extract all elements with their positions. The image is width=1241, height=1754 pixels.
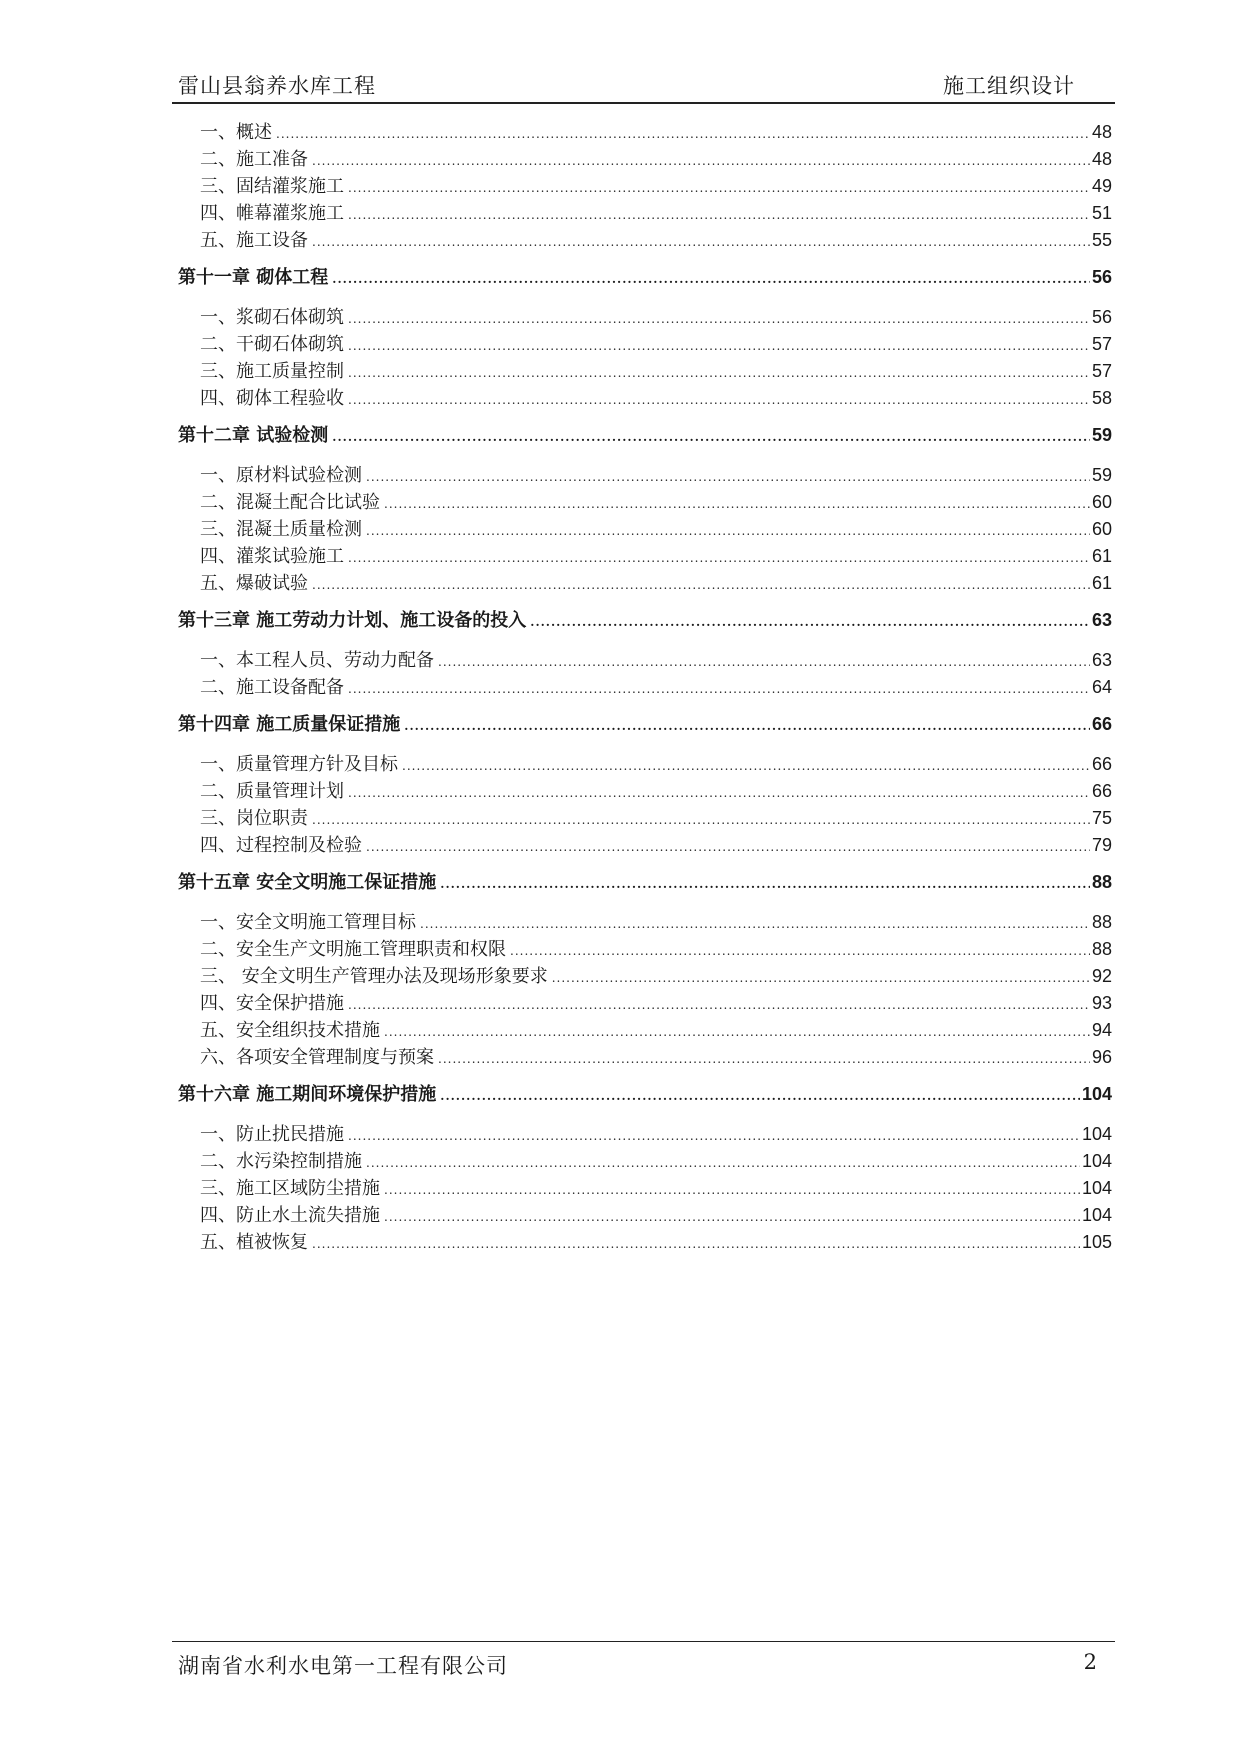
toc-leader-dots	[440, 1089, 1080, 1103]
toc-entry-page-number: 104	[1081, 1151, 1112, 1171]
toc-chapter-entry[interactable]	[178, 710, 1112, 736]
toc-entry-label: 一、本工程人员、劳动力配备	[200, 650, 434, 671]
toc-section-entry[interactable]	[178, 804, 1112, 831]
toc-leader-dots	[312, 813, 1090, 827]
toc-section-entry[interactable]	[178, 1147, 1112, 1174]
toc-entry-label: 五、施工设备	[200, 230, 308, 251]
toc-entry-label: 三、施工区域防尘措施	[200, 1178, 380, 1199]
toc-entry-page-number: 105	[1081, 1232, 1112, 1252]
toc-entry-label: 一、质量管理方针及目标	[200, 754, 398, 775]
toc-section-entry[interactable]	[178, 1201, 1112, 1228]
toc-entry-page-number: 104	[1081, 1178, 1112, 1198]
toc-leader-dots	[348, 339, 1090, 353]
toc-entry-page-number: 66	[1091, 781, 1112, 801]
toc-entry-label: 一、原材料试验检测	[200, 465, 362, 486]
toc-section-entry[interactable]	[178, 646, 1112, 673]
toc-section-entry[interactable]	[178, 384, 1112, 411]
toc-entry-page-number: 56	[1091, 267, 1112, 287]
toc-leader-dots	[348, 312, 1090, 326]
toc-entry-label: 一、防止扰民措施	[200, 1124, 344, 1145]
toc-section-entry[interactable]	[178, 118, 1112, 145]
toc-leader-dots	[348, 551, 1090, 565]
toc-leader-dots	[440, 877, 1090, 891]
toc-entry-page-number: 63	[1091, 650, 1112, 670]
toc-entry-page-number: 57	[1091, 361, 1112, 381]
toc-entry-page-number: 66	[1091, 714, 1112, 734]
toc-leader-dots	[366, 524, 1090, 538]
toc-leader-dots	[420, 917, 1090, 931]
toc-entry-label: 五、安全组织技术措施	[200, 1020, 380, 1041]
toc-entry-label: 四、帷幕灌浆施工	[200, 203, 344, 224]
toc-leader-dots	[348, 181, 1090, 195]
toc-leader-dots	[366, 1156, 1080, 1170]
toc-leader-dots	[384, 1183, 1080, 1197]
toc-entry-page-number: 58	[1091, 388, 1112, 408]
toc-entry-page-number: 49	[1091, 176, 1112, 196]
toc-leader-dots	[402, 759, 1090, 773]
header-project-name: 雷山县翁养水库工程	[178, 74, 376, 98]
toc-entry-page-number: 66	[1091, 754, 1112, 774]
toc-leader-dots	[530, 615, 1090, 629]
toc-entry-label: 四、安全保护措施	[200, 993, 344, 1014]
toc-section-entry[interactable]	[178, 1120, 1112, 1147]
toc-section-entry[interactable]	[178, 989, 1112, 1016]
toc-section-entry[interactable]	[178, 777, 1112, 804]
toc-entry-label: 一、概述	[200, 122, 272, 143]
toc-entry-label: 三、 安全文明生产管理办法及现场形象要求	[200, 966, 548, 987]
toc-leader-dots	[332, 272, 1090, 286]
toc-leader-dots	[332, 430, 1090, 444]
toc-leader-dots	[404, 719, 1090, 733]
toc-entry-page-number: 48	[1091, 149, 1112, 169]
toc-entry-page-number: 79	[1091, 835, 1112, 855]
toc-section-entry[interactable]	[178, 569, 1112, 596]
toc-entry-page-number: 51	[1091, 203, 1112, 223]
toc-leader-dots	[348, 682, 1090, 696]
toc-entry-label: 三、混凝土质量检测	[200, 519, 362, 540]
toc-section-entry[interactable]	[178, 1043, 1112, 1070]
toc-chapter-entry[interactable]	[178, 868, 1112, 894]
toc-entry-label: 第十三章 施工劳动力计划、施工设备的投入	[178, 610, 527, 631]
toc-entry-label: 第十六章 施工期间环境保护措施	[178, 1084, 437, 1105]
toc-leader-dots	[312, 578, 1090, 592]
page-footer	[172, 1641, 1115, 1678]
header-document-title: 施工组织设计	[943, 74, 1075, 98]
toc-entry-label: 一、安全文明施工管理目标	[200, 912, 416, 933]
toc-leader-dots	[276, 127, 1090, 141]
toc-entry-page-number: 61	[1091, 573, 1112, 593]
toc-entry-label: 二、干砌石体砌筑	[200, 334, 344, 355]
toc-section-entry[interactable]	[178, 1228, 1112, 1255]
toc-entry-label: 四、防止水土流失措施	[200, 1205, 380, 1226]
toc-section-entry[interactable]	[178, 199, 1112, 226]
toc-leader-dots	[510, 944, 1090, 958]
toc-leader-dots	[348, 998, 1090, 1012]
toc-leader-dots	[348, 393, 1090, 407]
toc-section-entry[interactable]	[178, 172, 1112, 199]
toc-leader-dots	[384, 1210, 1080, 1224]
toc-section-entry[interactable]	[178, 750, 1112, 777]
toc-entry-label: 第十五章 安全文明施工保证措施	[178, 872, 437, 893]
toc-leader-dots	[348, 1129, 1080, 1143]
toc-entry-page-number: 88	[1091, 939, 1112, 959]
toc-entry-label: 五、爆破试验	[200, 573, 308, 594]
toc-section-entry[interactable]	[178, 1174, 1112, 1201]
toc-entry-page-number: 60	[1091, 519, 1112, 539]
toc-leader-dots	[348, 208, 1090, 222]
toc-entry-page-number: 96	[1091, 1047, 1112, 1067]
toc-section-entry[interactable]	[178, 145, 1112, 172]
footer-page-number: 2	[1083, 1650, 1097, 1674]
toc-entry-label: 六、各项安全管理制度与预案	[200, 1047, 434, 1068]
toc-entry-label: 二、质量管理计划	[200, 781, 344, 802]
toc-entry-label: 五、植被恢复	[200, 1232, 308, 1253]
table-of-contents	[178, 118, 1112, 1255]
toc-leader-dots	[384, 497, 1090, 511]
toc-entry-label: 四、灌浆试验施工	[200, 546, 344, 567]
toc-entry-label: 一、浆砌石体砌筑	[200, 307, 344, 328]
toc-entry-label: 二、混凝土配合比试验	[200, 492, 380, 513]
toc-entry-label: 二、安全生产文明施工管理职责和权限	[200, 939, 506, 960]
toc-entry-page-number: 55	[1091, 230, 1112, 250]
toc-leader-dots	[552, 971, 1090, 985]
toc-leader-dots	[348, 786, 1090, 800]
toc-entry-label: 二、施工设备配备	[200, 677, 344, 698]
toc-entry-label: 第十四章 施工质量保证措施	[178, 714, 401, 735]
toc-entry-page-number: 104	[1081, 1084, 1112, 1104]
toc-section-entry[interactable]	[178, 1016, 1112, 1043]
toc-entry-page-number: 59	[1091, 425, 1112, 445]
toc-entry-page-number: 104	[1081, 1124, 1112, 1144]
toc-chapter-entry[interactable]	[178, 606, 1112, 632]
toc-section-entry[interactable]	[178, 357, 1112, 384]
toc-entry-page-number: 61	[1091, 546, 1112, 566]
toc-leader-dots	[312, 235, 1090, 249]
toc-entry-page-number: 93	[1091, 993, 1112, 1013]
toc-entry-page-number: 104	[1081, 1205, 1112, 1225]
toc-leader-dots	[438, 655, 1090, 669]
toc-entry-label: 二、施工准备	[200, 149, 308, 170]
toc-entry-label: 三、施工质量控制	[200, 361, 344, 382]
toc-section-entry[interactable]	[178, 330, 1112, 357]
toc-entry-page-number: 92	[1091, 966, 1112, 986]
toc-entry-page-number: 60	[1091, 492, 1112, 512]
toc-entry-page-number: 64	[1091, 677, 1112, 697]
toc-section-entry[interactable]	[178, 908, 1112, 935]
toc-entry-page-number: 88	[1091, 872, 1112, 892]
toc-section-entry[interactable]	[178, 515, 1112, 542]
toc-chapter-entry[interactable]	[178, 263, 1112, 289]
toc-entry-page-number: 56	[1091, 307, 1112, 327]
toc-entry-label: 三、岗位职责	[200, 808, 308, 829]
toc-entry-label: 四、砌体工程验收	[200, 388, 344, 409]
toc-leader-dots	[366, 840, 1090, 854]
toc-leader-dots	[312, 154, 1090, 168]
toc-leader-dots	[384, 1025, 1090, 1039]
toc-leader-dots	[348, 366, 1090, 380]
toc-entry-label: 第十二章 试验检测	[178, 425, 329, 446]
toc-leader-dots	[312, 1237, 1080, 1251]
toc-entry-page-number: 88	[1091, 912, 1112, 932]
toc-section-entry[interactable]	[178, 673, 1112, 700]
toc-entry-page-number: 63	[1091, 610, 1112, 630]
toc-entry-label: 三、固结灌浆施工	[200, 176, 344, 197]
toc-section-entry[interactable]	[178, 831, 1112, 858]
toc-section-entry[interactable]	[178, 962, 1112, 989]
toc-entry-page-number: 48	[1091, 122, 1112, 142]
toc-section-entry[interactable]	[178, 542, 1112, 569]
footer-company-name: 湖南省水利水电第一工程有限公司	[178, 1654, 508, 1678]
toc-section-entry[interactable]	[178, 226, 1112, 253]
toc-section-entry[interactable]	[178, 461, 1112, 488]
toc-section-entry[interactable]	[178, 303, 1112, 330]
toc-entry-label: 二、水污染控制措施	[200, 1151, 362, 1172]
toc-leader-dots	[438, 1052, 1090, 1066]
toc-chapter-entry[interactable]	[178, 421, 1112, 447]
toc-entry-page-number: 75	[1091, 808, 1112, 828]
toc-entry-page-number: 57	[1091, 334, 1112, 354]
toc-chapter-entry[interactable]	[178, 1080, 1112, 1106]
toc-section-entry[interactable]	[178, 935, 1112, 962]
toc-section-entry[interactable]	[178, 488, 1112, 515]
toc-entry-page-number: 59	[1091, 465, 1112, 485]
toc-entry-page-number: 94	[1091, 1020, 1112, 1040]
toc-entry-label: 四、过程控制及检验	[200, 835, 362, 856]
page-header	[172, 68, 1115, 104]
toc-leader-dots	[366, 470, 1090, 484]
toc-entry-label: 第十一章 砌体工程	[178, 267, 329, 288]
